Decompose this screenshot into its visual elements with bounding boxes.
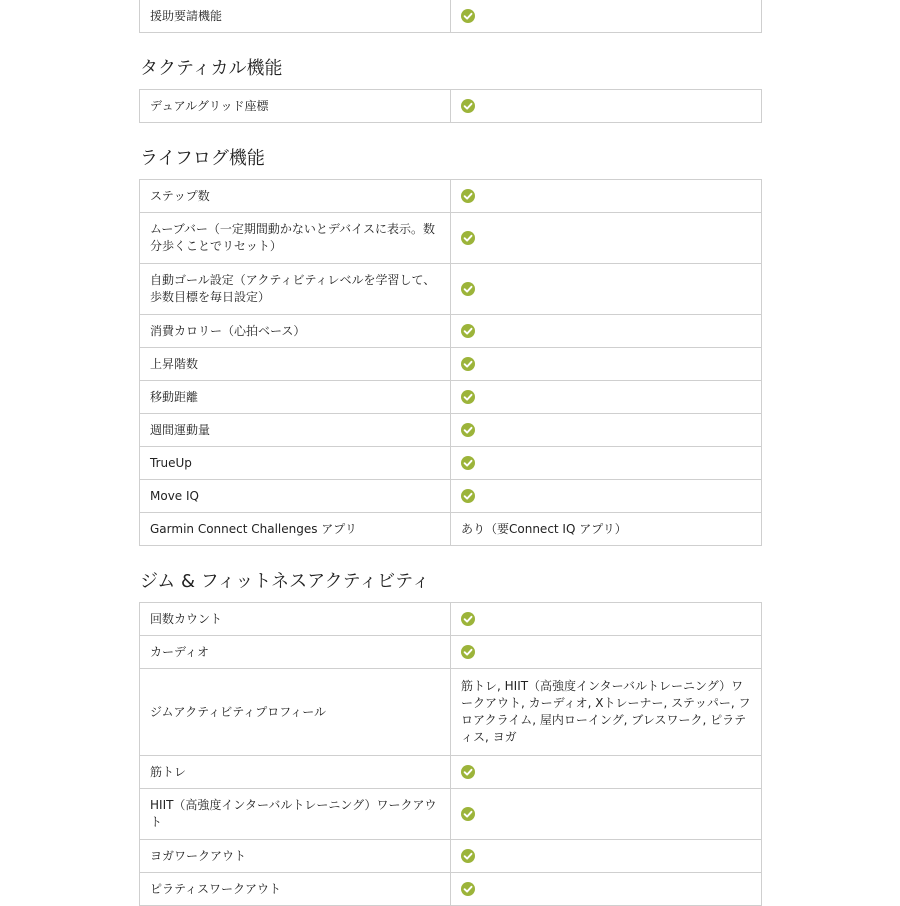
spec-row — [140, 264, 762, 315]
check-circle-icon — [461, 357, 475, 371]
spec-row — [140, 447, 762, 480]
spec-row — [140, 789, 762, 840]
spec-label: デュアルグリッド座標 — [140, 90, 451, 123]
spec-row — [140, 756, 762, 789]
check-circle-icon — [461, 645, 475, 659]
check-circle-icon — [461, 489, 475, 503]
check-circle-icon — [461, 423, 475, 437]
spec-label: ピラティスワークアウト — [140, 873, 451, 906]
spec-value — [451, 873, 762, 906]
spec-value — [451, 414, 762, 447]
check-circle-icon — [461, 189, 475, 203]
spec-row — [140, 348, 762, 381]
check-circle-icon — [461, 324, 475, 338]
spec-row — [140, 840, 762, 873]
spec-row — [140, 0, 762, 33]
spec-label: ジムアクティビティプロフィール — [140, 669, 451, 756]
spec-row — [140, 180, 762, 213]
spec-value — [451, 840, 762, 873]
spec-label: ムーブバー（一定期間動かないとデバイスに表示。数分歩くことでリセット） — [140, 213, 451, 264]
spec-value — [451, 90, 762, 123]
spec-value — [451, 756, 762, 789]
spec-value — [451, 381, 762, 414]
spec-label: Garmin Connect Challenges アプリ — [140, 513, 451, 546]
spec-table-gym — [139, 602, 762, 906]
spec-value — [451, 348, 762, 381]
spec-label: 週間運動量 — [140, 414, 451, 447]
spec-label: 援助要請機能 — [140, 0, 451, 33]
section-title-lifelog: ライフログ機能 — [140, 148, 265, 169]
spec-row — [140, 414, 762, 447]
spec-label: 自動ゴール設定（アクティビティレベルを学習して、歩数目標を毎日設定） — [140, 264, 451, 315]
check-circle-icon — [461, 807, 475, 821]
spec-value-text: あり（要Connect IQ アプリ） — [461, 521, 627, 536]
spec-value — [451, 669, 762, 756]
spec-value — [451, 0, 762, 33]
spec-table-top — [139, 0, 762, 33]
spec-row — [140, 636, 762, 669]
spec-value — [451, 603, 762, 636]
spec-label: 移動距離 — [140, 381, 451, 414]
spec-value — [451, 513, 762, 546]
spec-label: 消費カロリー（心拍ベース） — [140, 315, 451, 348]
check-circle-icon — [461, 231, 475, 245]
spec-row — [140, 513, 762, 546]
spec-value — [451, 789, 762, 840]
check-circle-icon — [461, 390, 475, 404]
spec-label: TrueUp — [140, 447, 451, 480]
spec-row — [140, 381, 762, 414]
spec-value-text: 筋トレ, HIIT（高強度インターバルトレーニング）ワークアウト, カーディオ, Xトレーナー, ステッパー, フロアクライム, 屋内ローイング, ブレスワーク, ピラティス, ヨガ — [461, 679, 751, 744]
spec-row — [140, 480, 762, 513]
spec-label: カーディオ — [140, 636, 451, 669]
spec-label: ヨガワークアウト — [140, 840, 451, 873]
check-circle-icon — [461, 849, 475, 863]
spec-row — [140, 669, 762, 756]
check-circle-icon — [461, 612, 475, 626]
spec-value — [451, 447, 762, 480]
check-circle-icon — [461, 99, 475, 113]
spec-row — [140, 873, 762, 906]
spec-label: 回数カウント — [140, 603, 451, 636]
check-circle-icon — [461, 9, 475, 23]
spec-row — [140, 90, 762, 123]
spec-value — [451, 636, 762, 669]
spec-value — [451, 213, 762, 264]
spec-label: 筋トレ — [140, 756, 451, 789]
spec-row — [140, 213, 762, 264]
section-title-gym: ジム & フィットネスアクティビティ — [140, 571, 430, 592]
check-circle-icon — [461, 282, 475, 296]
spec-label: 上昇階数 — [140, 348, 451, 381]
check-circle-icon — [461, 456, 475, 470]
spec-label: ステップ数 — [140, 180, 451, 213]
spec-label: Move IQ — [140, 480, 451, 513]
spec-value — [451, 180, 762, 213]
spec-row — [140, 603, 762, 636]
spec-value — [451, 264, 762, 315]
spec-table-lifelog — [139, 179, 762, 546]
section-title-tactical: タクティカル機能 — [140, 58, 283, 79]
check-circle-icon — [461, 882, 475, 896]
spec-table-tactical — [139, 89, 762, 123]
spec-label: HIIT（高強度インターバルトレーニング）ワークアウト — [140, 789, 451, 840]
spec-page — [139, 0, 761, 906]
spec-value — [451, 480, 762, 513]
spec-row — [140, 315, 762, 348]
spec-value — [451, 315, 762, 348]
check-circle-icon — [461, 765, 475, 779]
